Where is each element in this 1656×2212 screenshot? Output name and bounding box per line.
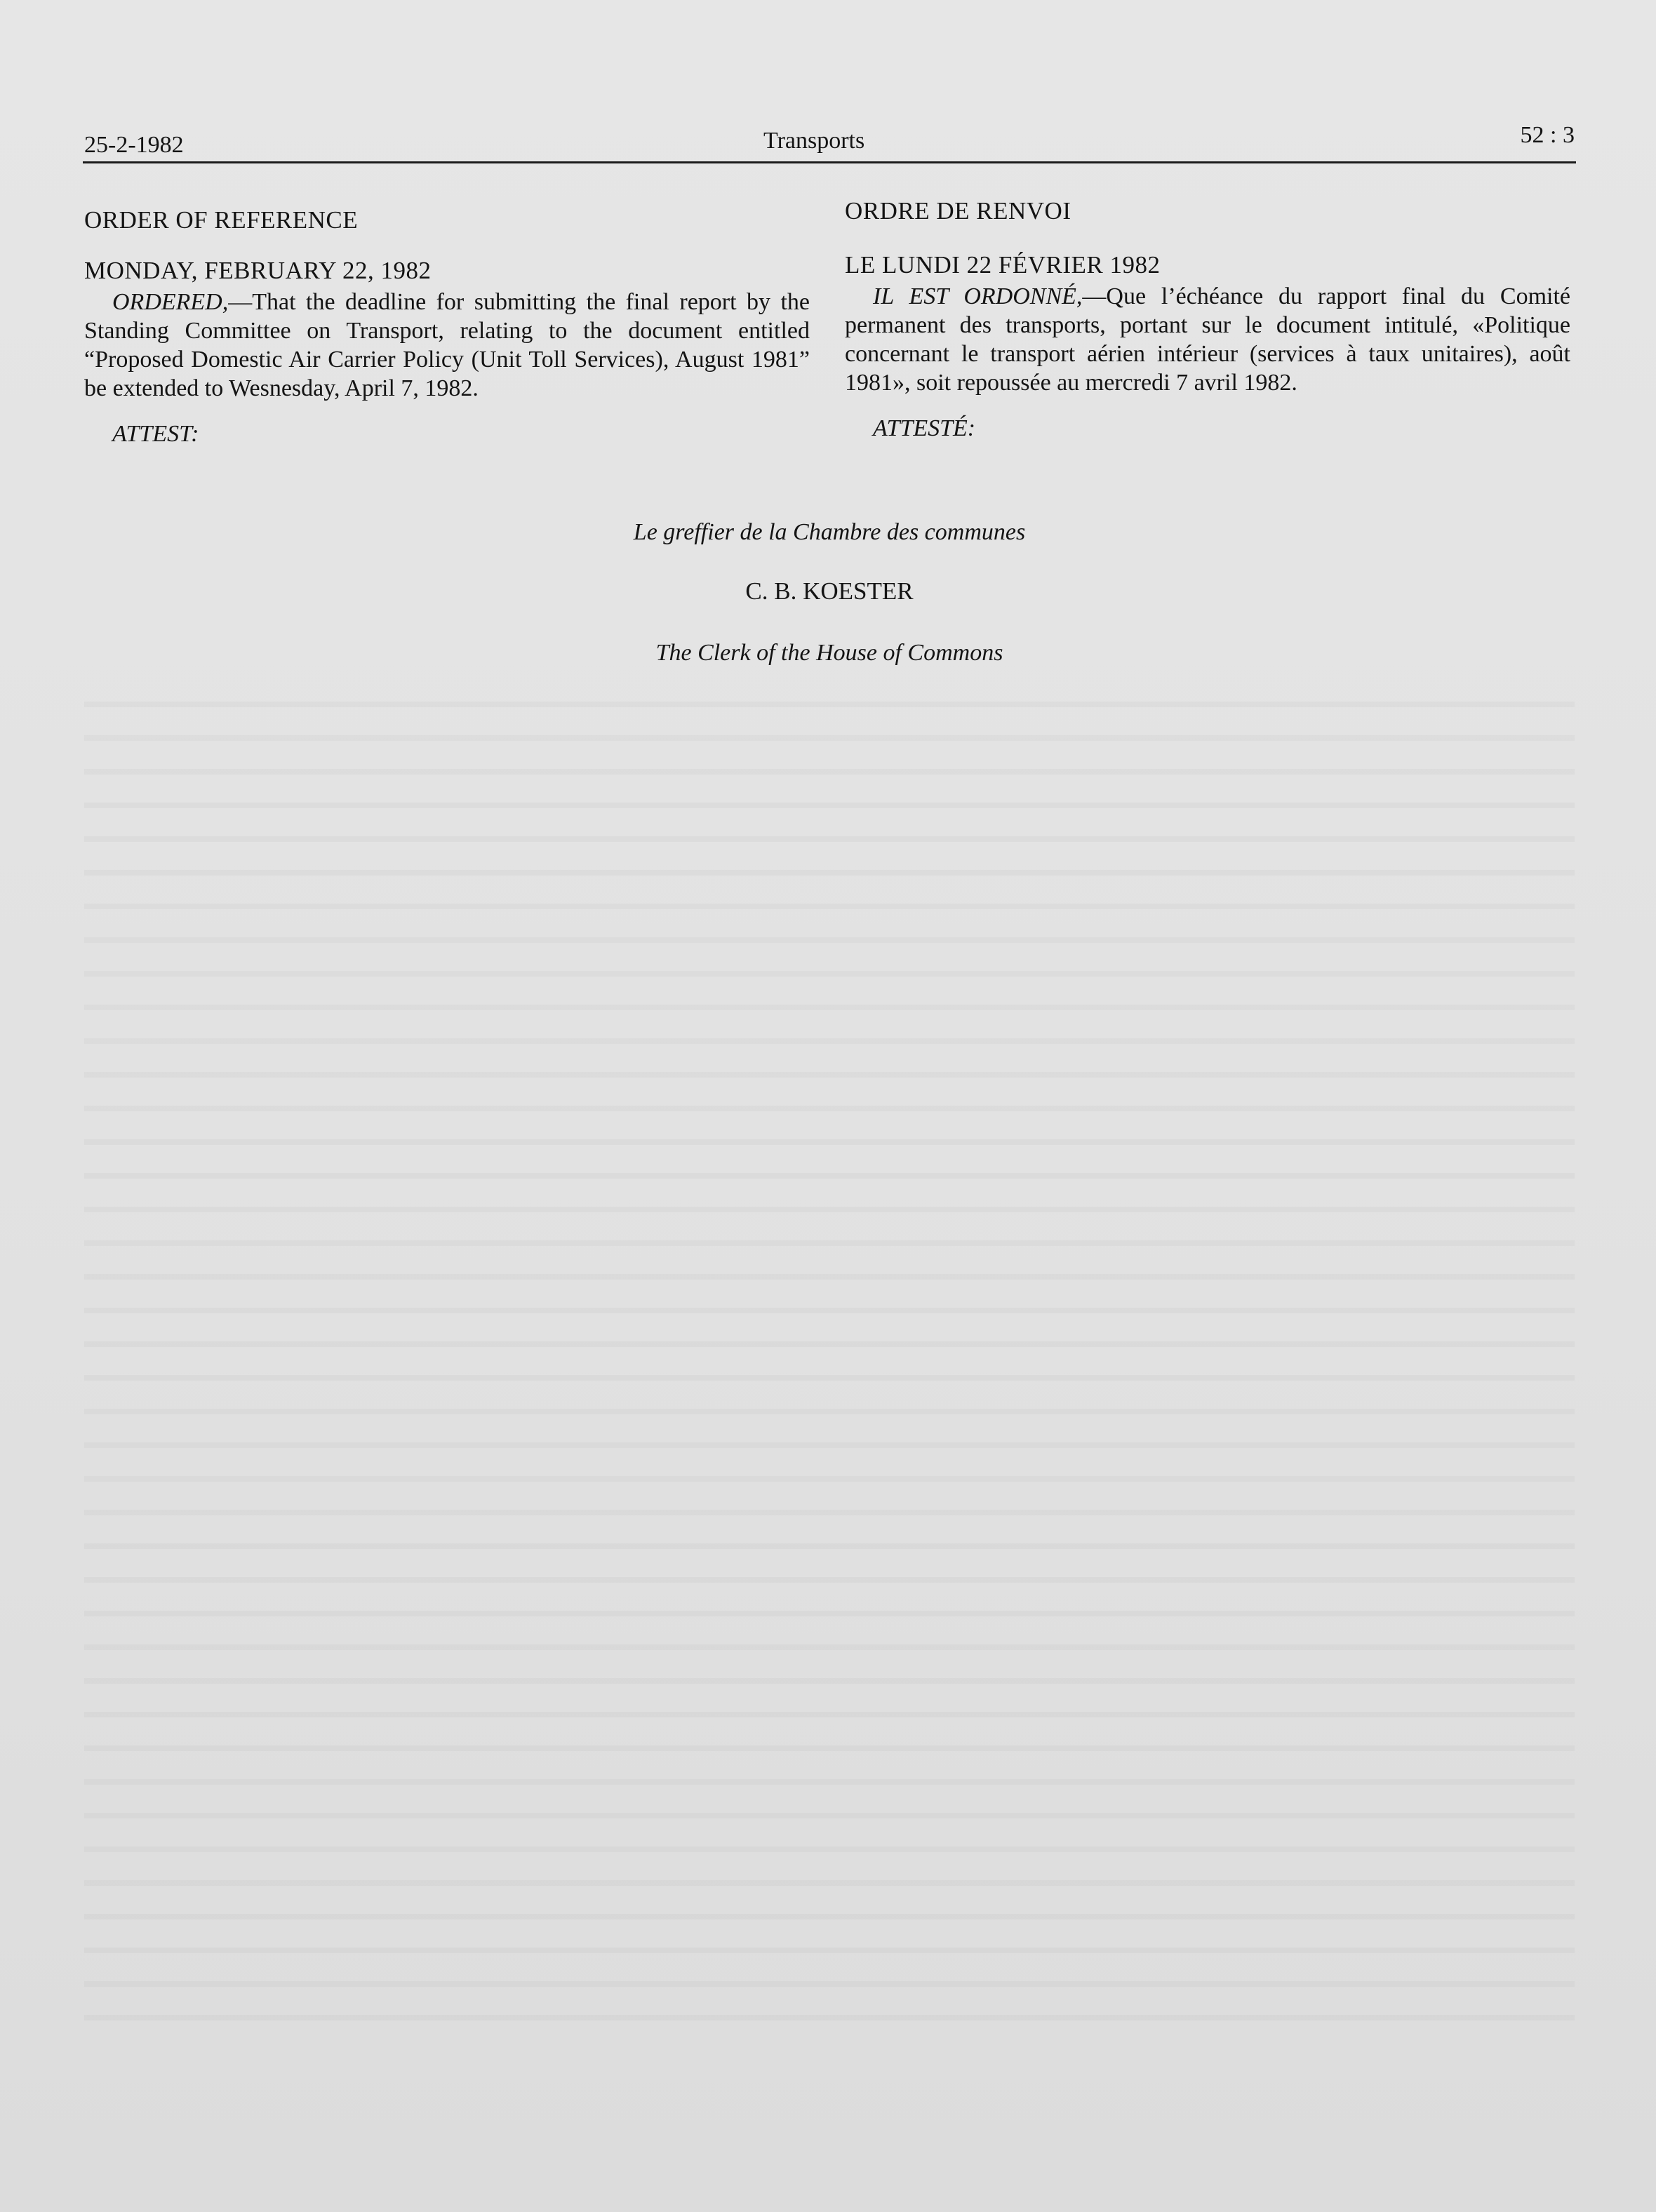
order-date-fr: LE LUNDI 22 FÉVRIER 1982 bbox=[845, 251, 1161, 279]
order-date-en: MONDAY, FEBRUARY 22, 1982 bbox=[84, 257, 432, 284]
show-through-background bbox=[84, 673, 1575, 2049]
header-date: 25-2-1982 bbox=[84, 132, 184, 158]
header-rule bbox=[83, 161, 1576, 163]
order-lead-fr: IL EST ORDONNÉ, bbox=[873, 283, 1083, 309]
signature-title-en: The Clerk of the House of Commons bbox=[655, 640, 1003, 666]
order-heading-fr: ORDRE DE RENVOI bbox=[845, 197, 1071, 224]
attest-fr: ATTESTÉ: bbox=[873, 415, 976, 441]
order-lead-en: ORDERED, bbox=[112, 289, 229, 315]
attest-en: ATTEST: bbox=[112, 421, 199, 447]
order-body-fr: —Que l’échéance du rapport final du Comité permanent des transports, portant sur le document intitulé, «Politique concernant le transport aérien intérieur (services à taux unitaires), août 1981», soit repoussée au mercredi 7 avril 1982. bbox=[845, 283, 1571, 396]
order-heading-en: ORDER OF REFERENCE bbox=[84, 206, 359, 234]
signature-title-fr: Le greffier de la Chambre des communes bbox=[633, 519, 1026, 545]
header-title: Transports bbox=[763, 128, 865, 154]
page-header bbox=[84, 123, 1575, 159]
order-body-en: —That the deadline for submitting the final report by the Standing Committee on Transport, relating to the document entitled “Proposed Domestic Air Carrier Policy (Unit Toll Services), August 1981” be extended to Wesnesday, April 7, 1982. bbox=[84, 289, 810, 401]
french-column bbox=[845, 196, 1570, 443]
header-page-number: 52 : 3 bbox=[1520, 122, 1575, 148]
signature-name: C. B. KOESTER bbox=[745, 577, 914, 605]
english-column bbox=[84, 206, 810, 448]
order-text-en bbox=[84, 288, 810, 403]
order-text-fr bbox=[845, 282, 1570, 397]
